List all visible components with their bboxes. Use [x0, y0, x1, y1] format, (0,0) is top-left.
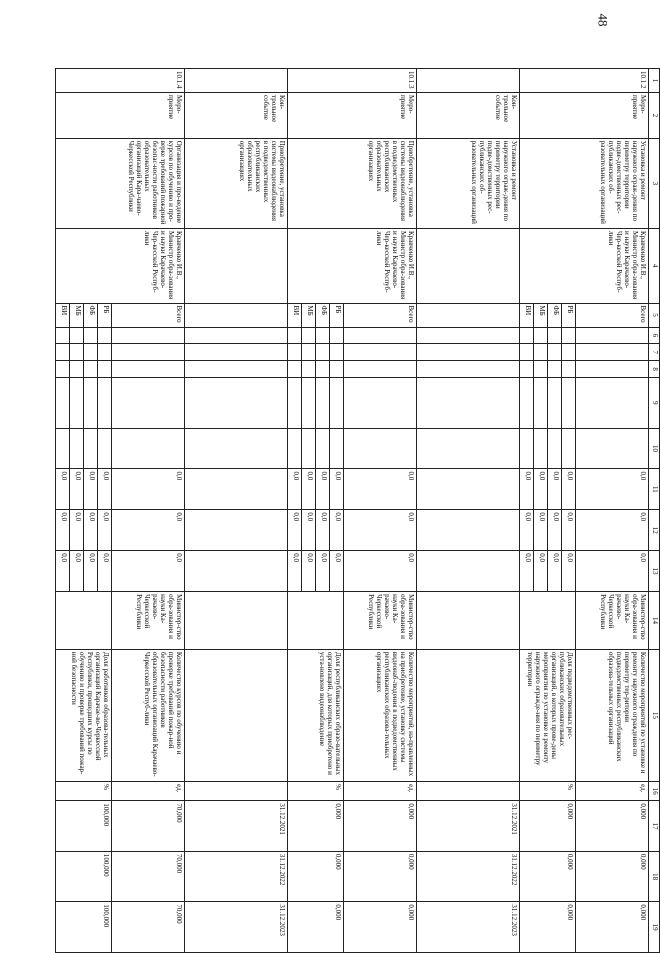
empty-cell [316, 378, 330, 429]
empty-cell [70, 344, 84, 361]
amount-cell: 0,0 [548, 551, 562, 592]
indicator-value: 0,000 [344, 801, 417, 852]
amount-cell: 0,0 [576, 551, 649, 592]
amount-cell: 0,0 [534, 510, 548, 551]
control-date: 31.12.2023 [417, 902, 520, 953]
funding-source: РБ [98, 303, 112, 327]
indicator-value: 0,000 [520, 902, 576, 953]
empty-cell [98, 361, 112, 378]
indicator-value: 0,000 [288, 902, 344, 953]
amount-cell: 0,0 [56, 469, 70, 510]
empty-cell [417, 649, 520, 781]
column-number: 9 [649, 378, 660, 429]
empty-cell [84, 327, 98, 344]
funding-source: ВИ [288, 303, 302, 327]
indicator-value: 0,000 [576, 851, 649, 902]
amount-cell: 0,0 [344, 510, 417, 551]
amount-cell: 0,0 [534, 469, 548, 510]
empty-cell [417, 428, 520, 469]
column-number-row [649, 69, 660, 953]
empty-cell [417, 378, 520, 429]
column-number: 8 [649, 361, 660, 378]
amount-cell: 0,0 [288, 510, 302, 551]
amount-cell: 0,0 [562, 551, 576, 592]
indicator-value: 0,000 [520, 851, 576, 902]
empty-cell [562, 428, 576, 469]
empty-cell [185, 361, 288, 378]
control-date: 31.12.2021 [417, 801, 520, 852]
row-type: Кон-трольное событие [417, 93, 520, 139]
responsible: Кравченко И.В., Министр обра-зования и науки Карачаево-Чер-кесской Респуб-лики [288, 228, 417, 303]
funding-source: ФБ [548, 303, 562, 327]
empty-cell [98, 378, 112, 429]
indicator-value: 0,000 [344, 902, 417, 953]
funding-source: ВИ [520, 303, 534, 327]
empty-cell [576, 327, 649, 344]
empty-cell [185, 344, 288, 361]
empty-cell [417, 551, 520, 592]
empty-cell [56, 361, 70, 378]
empty-cell [288, 327, 302, 344]
empty-cell [417, 344, 520, 361]
column-number: 15 [649, 649, 660, 781]
row-name: Установка и ремонт наружного ограж-дения по периметру территории подве-домственных рес-публиканских об-разовательных организаций [520, 138, 649, 228]
column-number: 2 [649, 93, 660, 139]
row-id: 10.1.2 [520, 69, 649, 93]
indicator-value: 0,000 [344, 851, 417, 902]
column-number: 12 [649, 510, 660, 551]
indicator-unit: ед. [112, 782, 185, 801]
empty-cell [562, 327, 576, 344]
indicator-value: 0,000 [576, 801, 649, 852]
empty-cell [534, 361, 548, 378]
indicator-value: 70,000 [112, 902, 185, 953]
funding-source: МБ [70, 303, 84, 327]
empty-cell [288, 378, 302, 429]
column-number: 6 [649, 327, 660, 344]
empty-cell [98, 344, 112, 361]
indicator-name: Доля республиканских образо-вательных организаций, для которых приобретено и уста-новлено видеонаблюдение [288, 649, 344, 781]
responsible: Кравченко И.В., Министр обра-зования и науки Карачаево-Чер-кесской Респуб-лики [56, 228, 185, 303]
indicator-value: 0,000 [520, 801, 576, 852]
control-event-row [417, 69, 520, 953]
column-number: 18 [649, 851, 660, 902]
amount-cell: 0,0 [84, 551, 98, 592]
row-id: 10.1.3 [288, 69, 417, 93]
amount-cell: 0,0 [84, 469, 98, 510]
empty-cell [185, 782, 288, 801]
empty-cell [548, 327, 562, 344]
empty-cell [302, 344, 316, 361]
empty-cell [534, 378, 548, 429]
empty-cell [302, 361, 316, 378]
indicator-name: Доля работников образова-тельных организаций Карачае-во-Черкесской Республики, прошедших курсы по обучению и проверке требований пожар-ной безопасности [56, 649, 112, 781]
amount-cell: 0,0 [520, 510, 534, 551]
empty-cell [417, 303, 520, 327]
empty-cell [534, 344, 548, 361]
empty-cell [576, 361, 649, 378]
indicator-unit: ед. [576, 782, 649, 801]
empty-cell [344, 327, 417, 344]
empty-cell [185, 649, 288, 781]
amount-cell: 0,0 [98, 551, 112, 592]
amount-cell: 0,0 [70, 469, 84, 510]
empty-cell [185, 327, 288, 344]
indicator-value: 100,000 [56, 851, 112, 902]
empty-cell [56, 378, 70, 429]
empty-cell [344, 378, 417, 429]
column-number: 4 [649, 228, 660, 303]
empty-cell [185, 592, 288, 650]
empty-cell [562, 344, 576, 361]
empty-cell [330, 327, 344, 344]
indicator-value: 0,000 [576, 902, 649, 953]
indicator-value: 0,000 [288, 851, 344, 902]
empty-cell [562, 378, 576, 429]
empty-cell [56, 344, 70, 361]
amount-cell: 0,0 [548, 469, 562, 510]
amount-cell: 0,0 [562, 469, 576, 510]
empty-cell [185, 303, 288, 327]
funding-source: МБ [534, 303, 548, 327]
column-number: 3 [649, 138, 660, 228]
indicator-name: Количество мероприятий, на-правленных на приобретение, установку системы видеонаб-людения в подведомственных республиканских образова-тельных организациях [344, 649, 417, 781]
indicator-unit: % [288, 782, 344, 801]
amount-cell: 0,0 [344, 551, 417, 592]
empty-cell [548, 428, 562, 469]
funding-source: ФБ [316, 303, 330, 327]
executor: Министер-ство обра-зования и науки Ка-рачаево-Черкесской Республики [112, 592, 185, 650]
row-name: Организация и про-ведение курсов по обучению и про-верке требований пожарной безопас-ности работников образовательных организаций Кара-чаево-Черкесской Республики [56, 138, 185, 228]
empty-cell [302, 428, 316, 469]
empty-cell [288, 344, 302, 361]
empty-cell [417, 327, 520, 344]
amount-cell: 0,0 [98, 510, 112, 551]
indicator-name: Количество мероприятий по установке и ремонту наружного ограждения по периметру тер-ритории подведомственных республиканских образова-тельных организаций [576, 649, 649, 781]
empty-cell [417, 361, 520, 378]
empty-cell [185, 228, 288, 303]
responsible: Кравченко И.В., Министр обра-зования и науки Карачаево-Чер-кесской Респуб-лики [520, 228, 649, 303]
amount-cell: 0,0 [70, 510, 84, 551]
empty-cell [330, 378, 344, 429]
executor: Министер-ство обра-зования и науки Ка-рачаево-Черкесской Республики [576, 592, 649, 650]
amount-cell: 0,0 [520, 551, 534, 592]
empty-cell [576, 428, 649, 469]
empty-cell [288, 428, 302, 469]
amount-cell: 0,0 [302, 510, 316, 551]
empty-cell [288, 361, 302, 378]
empty-cell [112, 327, 185, 344]
amount-cell: 0,0 [98, 469, 112, 510]
empty-cell [185, 428, 288, 469]
indicator-unit: % [520, 782, 576, 801]
funding-source: ВИ [56, 303, 70, 327]
empty-cell [84, 344, 98, 361]
empty-cell [417, 592, 520, 650]
empty-cell [520, 378, 534, 429]
indicator-name: Количество курсов по обучению и проверке требований пожар-ной безопасности работников образовательных организаций Карачаево-Черкесской Респуб-лики [112, 649, 185, 781]
empty-cell [56, 327, 70, 344]
amount-cell: 0,0 [576, 510, 649, 551]
indicator-unit: % [56, 782, 112, 801]
empty-cell [112, 428, 185, 469]
amount-cell: 0,0 [548, 510, 562, 551]
column-number: 19 [649, 902, 660, 953]
executor: Министер-ство обра-зования и науки Ка-рачаево-Черкесской Республики [344, 592, 417, 650]
measure-row [344, 69, 417, 953]
amount-cell: 0,0 [344, 469, 417, 510]
amount-cell: 0,0 [70, 551, 84, 592]
amount-cell: 0,0 [316, 551, 330, 592]
funding-source: ФБ [84, 303, 98, 327]
control-event-row [185, 69, 288, 953]
column-number: 7 [649, 344, 660, 361]
empty-cell [316, 361, 330, 378]
amount-cell: 0,0 [534, 551, 548, 592]
empty-cell [562, 361, 576, 378]
empty-cell [98, 327, 112, 344]
row-type: Меро-приятие [288, 93, 417, 139]
empty-cell [548, 378, 562, 429]
empty-cell [548, 344, 562, 361]
empty-cell [302, 327, 316, 344]
empty-cell [330, 428, 344, 469]
indicator-value: 70,000 [112, 851, 185, 902]
amount-cell: 0,0 [56, 551, 70, 592]
amount-cell: 0,0 [302, 469, 316, 510]
amount-cell: 0,0 [112, 469, 185, 510]
empty-cell [70, 327, 84, 344]
control-date: 31.12.2022 [185, 851, 288, 902]
column-number: 5 [649, 303, 660, 327]
empty-cell [534, 428, 548, 469]
amount-cell: 0,0 [576, 469, 649, 510]
amount-cell: 0,0 [56, 510, 70, 551]
indicator-value: 100,000 [56, 801, 112, 852]
empty-cell [520, 327, 534, 344]
empty-cell [417, 469, 520, 510]
empty-cell [316, 327, 330, 344]
indicator-value: 0,000 [288, 801, 344, 852]
amount-cell: 0,0 [288, 469, 302, 510]
amount-cell: 0,0 [112, 510, 185, 551]
executor-cont [56, 592, 112, 650]
empty-cell [56, 428, 70, 469]
indicator-value: 70,000 [112, 801, 185, 852]
amount-cell: 0,0 [330, 469, 344, 510]
empty-cell [302, 378, 316, 429]
amount-cell: 0,0 [84, 510, 98, 551]
funding-source: Всего [344, 303, 417, 327]
empty-cell [520, 344, 534, 361]
empty-cell [185, 510, 288, 551]
amount-cell: 0,0 [288, 551, 302, 592]
row-type: Меро-приятие [520, 93, 649, 139]
empty-cell [330, 344, 344, 361]
empty-cell [84, 361, 98, 378]
empty-cell [344, 361, 417, 378]
page-number: 48 [595, 13, 611, 27]
empty-cell [417, 228, 520, 303]
row-type: Кон-трольное событие [185, 93, 288, 139]
empty-cell [70, 361, 84, 378]
column-number: 10 [649, 428, 660, 469]
column-number: 13 [649, 551, 660, 592]
amount-cell: 0,0 [316, 510, 330, 551]
rotated-table-frame [60, 68, 660, 953]
empty-cell [316, 344, 330, 361]
indicator-unit: ед. [344, 782, 417, 801]
empty-cell [70, 378, 84, 429]
column-number: 14 [649, 592, 660, 650]
empty-cell [185, 469, 288, 510]
empty-cell [520, 428, 534, 469]
measure-row [576, 69, 649, 953]
indicator-value: 100,000 [56, 902, 112, 953]
empty-cell [84, 428, 98, 469]
column-number: 1 [649, 69, 660, 93]
program-table [55, 68, 660, 953]
column-number: 17 [649, 801, 660, 852]
empty-cell [330, 361, 344, 378]
empty-cell [548, 361, 562, 378]
column-number: 16 [649, 782, 660, 801]
funding-source: МБ [302, 303, 316, 327]
funding-source: РБ [330, 303, 344, 327]
amount-cell: 0,0 [112, 551, 185, 592]
empty-cell [534, 327, 548, 344]
empty-cell [98, 428, 112, 469]
empty-cell [185, 378, 288, 429]
row-name: Приобретение, установка системы видеонаблюдения в подведомственных республиканских образовательных организациях [288, 138, 417, 228]
empty-cell [417, 510, 520, 551]
empty-cell [344, 428, 417, 469]
row-type: Меро-приятие [56, 93, 185, 139]
row-id [185, 69, 288, 93]
amount-cell: 0,0 [302, 551, 316, 592]
amount-cell: 0,0 [520, 469, 534, 510]
empty-cell [417, 782, 520, 801]
control-date: 31.12.2022 [417, 851, 520, 902]
row-id [417, 69, 520, 93]
empty-cell [112, 361, 185, 378]
funding-source: РБ [562, 303, 576, 327]
empty-cell [576, 378, 649, 429]
row-name: Установка и ремонт наружного ограж-дения по периметру территории подве-домственных рес-публиканских об-разовательных организаций [417, 138, 520, 228]
empty-cell [344, 344, 417, 361]
empty-cell [316, 428, 330, 469]
funding-source: Всего [576, 303, 649, 327]
column-number: 11 [649, 469, 660, 510]
amount-cell: 0,0 [316, 469, 330, 510]
amount-cell: 0,0 [330, 551, 344, 592]
indicator-name: Доля подведомственных рес-публиканских образовательных организаций, в которых прове-дены мероприятия по установке и ремонту наружного огражде-ния по периметру территории [520, 649, 576, 781]
amount-cell: 0,0 [330, 510, 344, 551]
empty-cell [185, 551, 288, 592]
empty-cell [70, 428, 84, 469]
funding-source: Всего [112, 303, 185, 327]
control-date: 31.12.2023 [185, 902, 288, 953]
executor-cont [520, 592, 576, 650]
empty-cell [84, 378, 98, 429]
row-id: 10.1.4 [56, 69, 185, 93]
empty-cell [576, 344, 649, 361]
amount-cell: 0,0 [562, 510, 576, 551]
executor-cont [288, 592, 344, 650]
empty-cell [112, 378, 185, 429]
measure-row [112, 69, 185, 953]
empty-cell [520, 361, 534, 378]
empty-cell [112, 344, 185, 361]
row-name: Приобретение, установка системы видеонаблюдения в подведомственных республиканских образовательных организациях [185, 138, 288, 228]
control-date: 31.12.2021 [185, 801, 288, 852]
